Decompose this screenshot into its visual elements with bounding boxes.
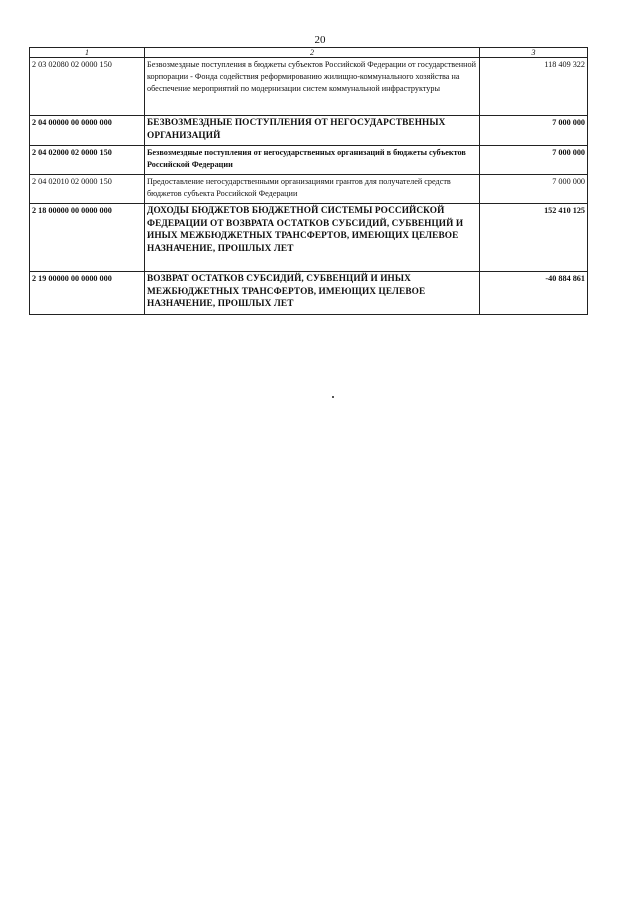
row-code: 2 03 02080 02 0000 150 bbox=[30, 58, 145, 116]
row-name: Безвозмездные поступления от негосударственных организаций в бюджеты субъектов Российской Федерации bbox=[145, 146, 480, 175]
row-name: Предоставление негосударственными организациями грантов для получателей средств бюджетов субъекта Российской Федерации bbox=[145, 175, 480, 204]
column-header-code: 1 bbox=[30, 48, 145, 58]
table-row bbox=[30, 146, 588, 175]
row-amount: 152 410 125 bbox=[480, 204, 588, 272]
row-code: 2 18 00000 00 0000 000 bbox=[30, 204, 145, 272]
row-name: Безвозмездные поступления в бюджеты субъектов Российской Федерации от государственной корпорации - Фонда содействия реформированию жилищно-коммунального хозяйства на обеспечение мероприятий по модернизации систем коммунальной инфраструктуры bbox=[145, 58, 480, 116]
budget-revenue-table bbox=[29, 47, 588, 315]
row-amount: 118 409 322 bbox=[480, 58, 588, 116]
column-header-amount: 3 bbox=[480, 48, 588, 58]
row-code: 2 04 00000 00 0000 000 bbox=[30, 116, 145, 146]
row-amount: -40 884 861 bbox=[480, 272, 588, 315]
table-row bbox=[30, 58, 588, 116]
row-code: 2 04 02010 02 0000 150 bbox=[30, 175, 145, 204]
row-code: 2 04 02000 02 0000 150 bbox=[30, 146, 145, 175]
row-amount: 7 000 000 bbox=[480, 146, 588, 175]
column-header-name: 2 bbox=[145, 48, 480, 58]
table-row bbox=[30, 272, 588, 315]
table-header-row bbox=[30, 48, 588, 58]
row-name: ДОХОДЫ БЮДЖЕТОВ БЮДЖЕТНОЙ СИСТЕМЫ РОССИЙСКОЙ ФЕДЕРАЦИИ ОТ ВОЗВРАТА ОСТАТКОВ СУБСИДИЙ, СУБВЕНЦИЙ И ИНЫХ МЕЖБЮДЖЕТНЫХ ТРАНСФЕРТОВ, ИМЕЮЩИХ ЦЕЛЕВОЕ НАЗНАЧЕНИЕ, ПРОШЛЫХ ЛЕТ bbox=[145, 204, 480, 272]
table-row bbox=[30, 116, 588, 146]
table-row bbox=[30, 204, 588, 272]
scan-speck bbox=[332, 396, 334, 398]
row-name: ВОЗВРАТ ОСТАТКОВ СУБСИДИЙ, СУБВЕНЦИЙ И ИНЫХ МЕЖБЮДЖЕТНЫХ ТРАНСФЕРТОВ, ИМЕЮЩИХ ЦЕЛЕВОЕ НАЗНАЧЕНИЕ, ПРОШЛЫХ ЛЕТ bbox=[145, 272, 480, 315]
row-code: 2 19 00000 00 0000 000 bbox=[30, 272, 145, 315]
row-name: БЕЗВОЗМЕЗДНЫЕ ПОСТУПЛЕНИЯ ОТ НЕГОСУДАРСТВЕННЫХ ОРГАНИЗАЦИЙ bbox=[145, 116, 480, 146]
row-amount: 7 000 000 bbox=[480, 116, 588, 146]
page-number: 20 bbox=[314, 34, 326, 46]
table-row bbox=[30, 175, 588, 204]
row-amount: 7 000 000 bbox=[480, 175, 588, 204]
